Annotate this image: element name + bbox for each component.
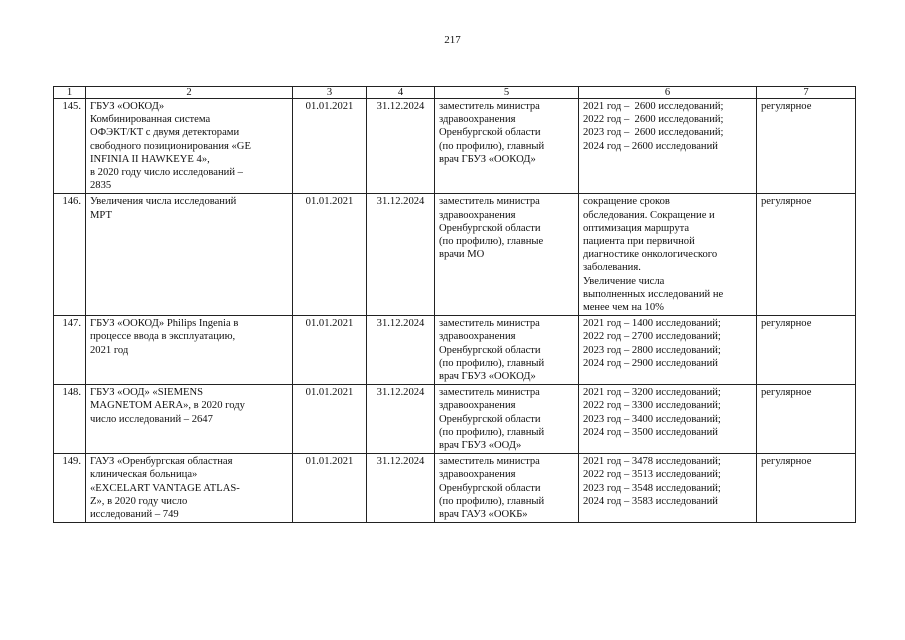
responsible-line: здравоохранения (439, 331, 516, 343)
end-date: 31.12.2024 (367, 454, 435, 523)
measures-table (53, 86, 856, 523)
start-date: 01.01.2021 (293, 316, 367, 385)
expected-result-line: 2021 год – 1400 исследований; (583, 318, 721, 330)
responsible (435, 454, 579, 523)
responsible-line: врач ГБУЗ «ООД» (439, 440, 522, 452)
expected-result-line: 2024 год – 3500 исследований (583, 426, 718, 438)
responsible-line: врачи МО (439, 249, 485, 261)
end-date: 31.12.2024 (367, 99, 435, 194)
responsible-line: заместитель министра (439, 318, 540, 330)
measure-name-line: Увеличения числа исследований (90, 196, 237, 208)
measure-name-line: INFINIA II HAWKEYE 4», (90, 153, 210, 165)
expected-result-line: пациента при первичной (583, 236, 695, 248)
measure-name-line: исследований – 749 (90, 509, 179, 521)
measure-name-line: ОФЭКТ/КТ с двумя детекторами (90, 127, 240, 139)
measure-type: регулярное (757, 194, 856, 316)
responsible-line: Оренбургской области (439, 127, 541, 139)
responsible-line: врач ГАУЗ «ООКБ» (439, 509, 528, 521)
responsible-line: (по профилю), главный (439, 140, 545, 152)
expected-result-line: 2022 год – 2600 исследований; (583, 114, 724, 126)
responsible-line: (по профилю), главный (439, 495, 545, 507)
expected-result-line: Увеличение числа (583, 275, 665, 287)
expected-result-line: заболевания. (583, 262, 641, 274)
measure-name-line: МРТ (90, 209, 112, 221)
column-number: 6 (579, 87, 757, 99)
expected-result-line: сокращение сроков (583, 196, 670, 208)
measure-type: регулярное (757, 385, 856, 454)
row-number: 146. (54, 194, 86, 316)
measure-name-line: число исследований – 2647 (90, 413, 213, 425)
column-number: 5 (435, 87, 579, 99)
measure-name (86, 385, 293, 454)
expected-result-line: менее чем на 10% (583, 302, 664, 314)
expected-result-line: 2022 год – 3513 исследований; (583, 469, 721, 481)
expected-result (579, 194, 757, 316)
responsible-line: Оренбургской области (439, 413, 541, 425)
measure-name (86, 454, 293, 523)
page-number: 217 (444, 34, 461, 46)
responsible (435, 385, 579, 454)
row-number: 148. (54, 385, 86, 454)
measure-name-line: свободного позиционирования «GE (90, 140, 251, 152)
expected-result (579, 99, 757, 194)
measure-name-line: процессе ввода в эксплуатацию, (90, 331, 236, 343)
responsible (435, 194, 579, 316)
row-number: 147. (54, 316, 86, 385)
expected-result-line: 2022 год – 3300 исследований; (583, 400, 721, 412)
expected-result-line: 2023 год – 2800 исследований; (583, 344, 721, 356)
responsible (435, 316, 579, 385)
expected-result-line: 2021 год – 3478 исследований; (583, 456, 721, 468)
responsible-line: заместитель министра (439, 196, 540, 208)
expected-result-line: 2024 год – 2900 исследований (583, 357, 718, 369)
end-date: 31.12.2024 (367, 194, 435, 316)
column-number: 3 (293, 87, 367, 99)
measure-type: регулярное (757, 454, 856, 523)
expected-result (579, 385, 757, 454)
expected-result-line: диагностике онкологического (583, 249, 718, 261)
responsible-line: (по профилю), главные (439, 236, 544, 248)
responsible (435, 99, 579, 194)
table-body (54, 99, 856, 523)
measure-name-line: ГБУЗ «ООКОД» (90, 101, 165, 112)
end-date: 31.12.2024 (367, 316, 435, 385)
responsible-line: здравоохранения (439, 469, 516, 481)
measure-name-line: Z», в 2020 году число (90, 495, 188, 507)
measure-name-line: Комбинированная система (90, 114, 211, 126)
responsible-line: здравоохранения (439, 400, 516, 412)
measure-name-line: в 2020 году число исследований – (90, 167, 243, 179)
table-row (54, 385, 856, 454)
start-date: 01.01.2021 (293, 385, 367, 454)
responsible-line: заместитель министра (439, 101, 540, 112)
start-date: 01.01.2021 (293, 194, 367, 316)
measure-name-line: ГБУЗ «ООД» «SIEMENS (90, 387, 204, 399)
expected-result-line: 2021 год – 2600 исследований; (583, 101, 724, 112)
expected-result-line: выполненных исследований не (583, 288, 724, 300)
expected-result (579, 316, 757, 385)
measure-name-line: ГБУЗ «ООКОД» Philips Ingenia в (90, 318, 239, 330)
measure-name-line: 2021 год (90, 344, 129, 356)
expected-result-line: 2023 год – 2600 исследований; (583, 127, 724, 139)
column-number: 4 (367, 87, 435, 99)
responsible-line: Оренбургской области (439, 222, 541, 234)
end-date: 31.12.2024 (367, 385, 435, 454)
expected-result-line: оптимизация маршрута (583, 222, 690, 234)
responsible-line: заместитель министра (439, 387, 540, 399)
row-number: 149. (54, 454, 86, 523)
expected-result-line: 2022 год – 2700 исследований; (583, 331, 721, 343)
measure-name-line: MAGNETOM AERA», в 2020 году (90, 400, 245, 412)
table-row (54, 454, 856, 523)
start-date: 01.01.2021 (293, 99, 367, 194)
start-date: 01.01.2021 (293, 454, 367, 523)
responsible-line: здравоохранения (439, 209, 516, 221)
measure-type: регулярное (757, 316, 856, 385)
table-row (54, 194, 856, 316)
row-number: 145. (54, 99, 86, 194)
expected-result-line: 2024 год – 2600 исследований (583, 140, 718, 152)
responsible-line: здравоохранения (439, 114, 516, 126)
expected-result-line: 2023 год – 3548 исследований; (583, 482, 721, 494)
column-number-row (54, 87, 856, 99)
table-row (54, 99, 856, 194)
responsible-line: Оренбургской области (439, 344, 541, 356)
measure-name-line: клиническая больница» (90, 469, 198, 481)
measure-name (86, 194, 293, 316)
column-number: 7 (757, 87, 856, 99)
measure-type: регулярное (757, 99, 856, 194)
expected-result (579, 454, 757, 523)
responsible-line: Оренбургской области (439, 482, 541, 494)
table-row (54, 316, 856, 385)
responsible-line: врач ГБУЗ «ООКОД» (439, 371, 536, 383)
measure-name (86, 99, 293, 194)
measure-name-line: «EXCELART VANTAGE ATLAS- (90, 482, 240, 494)
responsible-line: (по профилю), главный (439, 426, 545, 438)
expected-result-line: обследования. Сокращение и (583, 209, 715, 221)
expected-result-line: 2024 год – 3583 исследований (583, 495, 718, 507)
responsible-line: заместитель министра (439, 456, 540, 468)
expected-result-line: 2021 год – 3200 исследований; (583, 387, 721, 399)
column-number: 1 (54, 87, 86, 99)
measure-name-line: 2835 (90, 180, 112, 192)
measure-name-line: ГАУЗ «Оренбургская областная (90, 456, 233, 468)
responsible-line: врач ГБУЗ «ООКОД» (439, 153, 536, 165)
measure-name (86, 316, 293, 385)
expected-result-line: 2023 год – 3400 исследований; (583, 413, 721, 425)
column-number: 2 (86, 87, 293, 99)
responsible-line: (по профилю), главный (439, 357, 545, 369)
